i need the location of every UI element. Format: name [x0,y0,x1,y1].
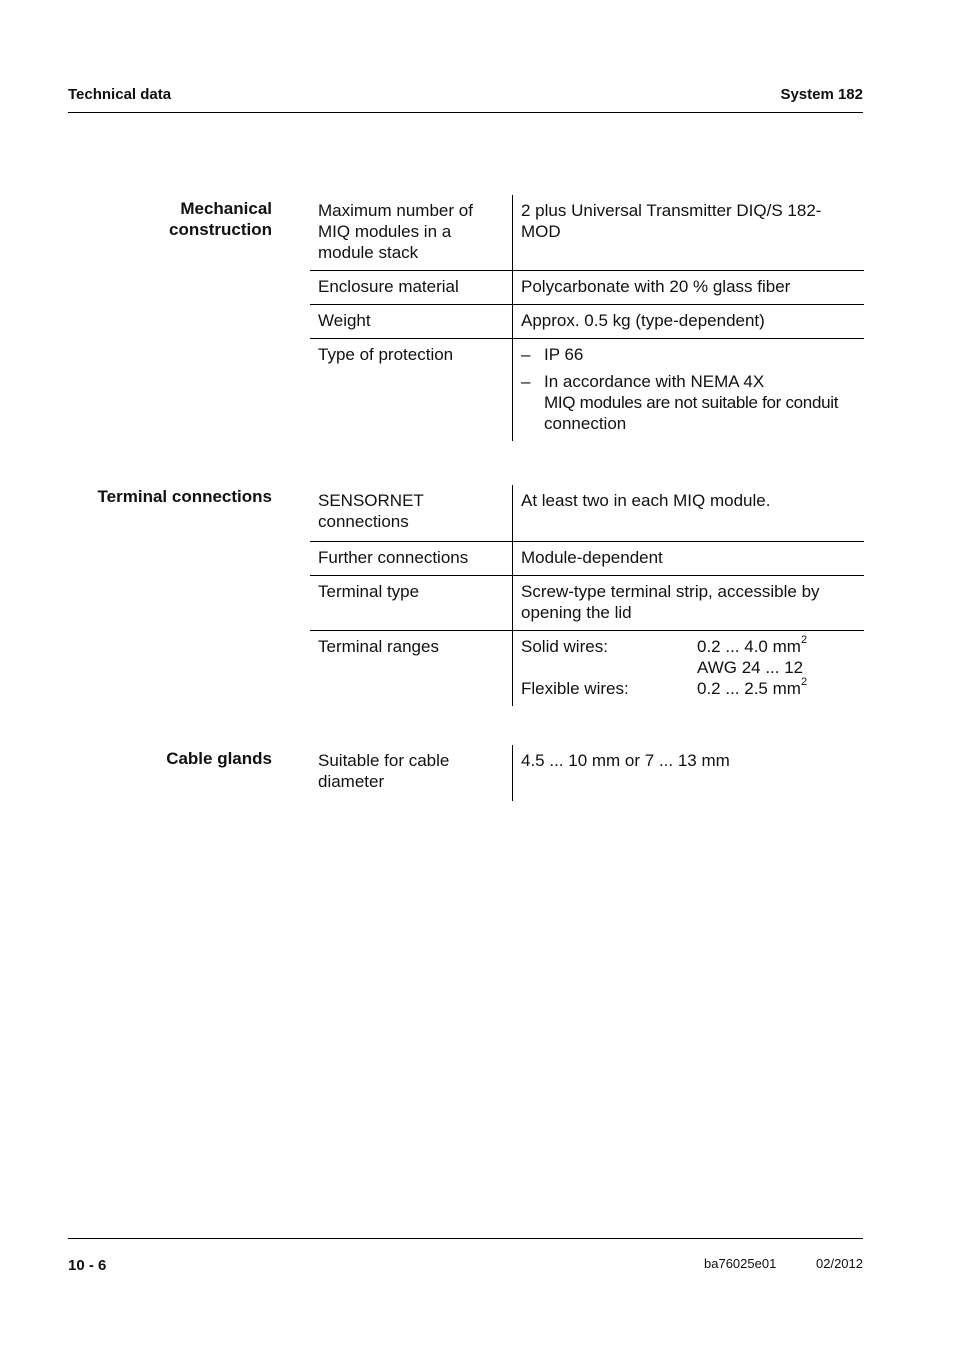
table-row [310,745,864,801]
spec-key: Enclosure material [310,271,513,305]
document-date: 02/2012 [816,1256,863,1271]
list-item: – IP 66 [521,345,584,364]
spec-value: Screw-type terminal strip, accessible by opening the lid [513,576,865,631]
dash-bullet: – [521,372,531,391]
table-row [310,195,864,271]
spec-key: Weight [310,305,513,339]
table-row [310,485,864,542]
table-row [310,339,864,442]
footer-rule [68,1238,863,1239]
cable-glands-spec-table [310,745,864,801]
table-row [310,305,864,339]
header-rule [68,112,863,113]
dash-bullet: – [521,345,531,364]
running-header-title: Technical data [68,86,172,103]
spec-key: Suitable for cable diameter [310,745,513,801]
table-row [310,631,864,707]
section-label-terminal: Terminal connections [97,487,272,506]
spec-value: 2 plus Universal Transmitter DIQ/S 182- MOD [513,195,865,271]
spec-key: Type of protection [310,339,513,442]
section-label-cable-glands: Cable glands [166,749,272,768]
spec-value: Polycarbonate with 20 % glass fiber [513,271,865,305]
table-row [310,271,864,305]
spec-key: Further connections [310,542,513,576]
spec-key: Maximum number of MIQ modules in a module stack [310,195,513,271]
running-header-product: System 182 [780,86,863,103]
list-item: – In accordance with NEMA 4X MIQ modules are not suitable for conduit connection [521,372,839,433]
spec-value: Approx. 0.5 kg (type-dependent) [513,305,865,339]
spec-value: 4.5 ... 10 mm or 7 ... 13 mm [521,751,730,770]
spec-value [513,339,865,442]
table-row [310,576,864,631]
mechanical-spec-table [310,195,864,441]
spec-value: At least two in each MIQ module. [513,485,865,542]
spec-key: Terminal type [310,576,513,631]
terminal-ranges-grid: Solid wires: 0.2 ... 4.0 $mm^2$ AWG 24 ... 12 Flexible wires: 0.2 ... 2.5 $mm^2$ [521,634,808,698]
section-label-mechanical: Mechanical construction [169,199,272,239]
document-id: ba76025e01 [704,1256,777,1271]
spec-key: SENSORNET connections [310,485,513,542]
spec-key: Terminal ranges [310,631,513,707]
spec-value: Module-dependent [513,542,865,576]
table-row [310,542,864,576]
spec-value [513,631,865,707]
protection-list [521,344,856,434]
terminal-spec-table [310,485,864,706]
page-number: 10 - 6 [68,1257,107,1274]
